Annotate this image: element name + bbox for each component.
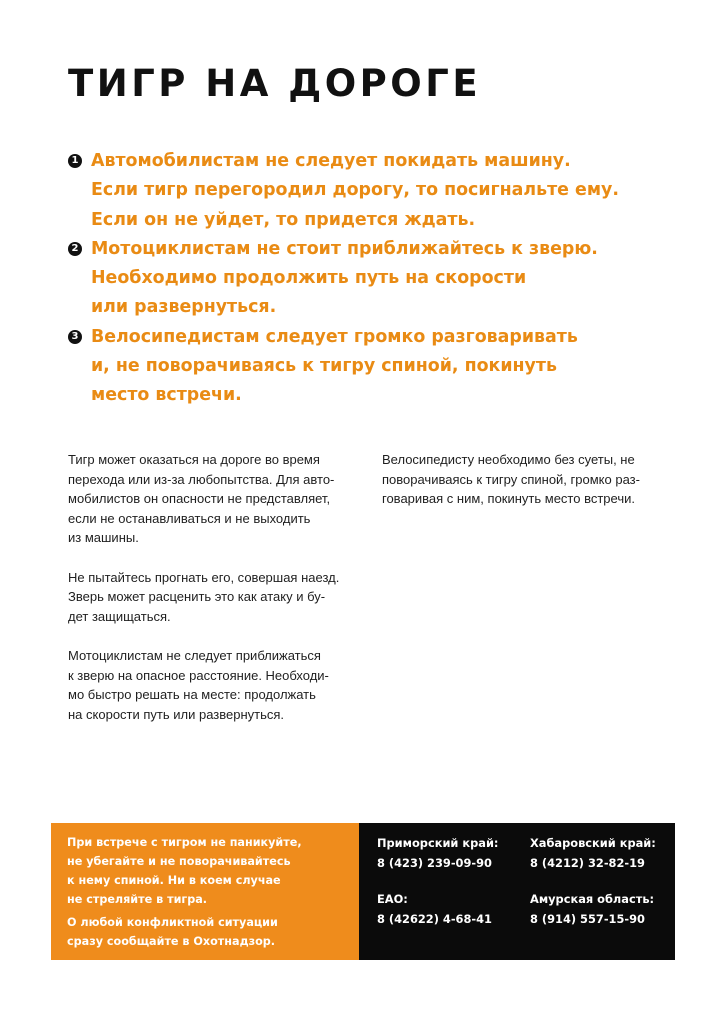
body-paragraph bbox=[382, 450, 682, 509]
contacts-box bbox=[359, 823, 675, 960]
step-text-line: Мотоциклистам не стоит приближайтесь к зверю. bbox=[91, 238, 598, 259]
text-line: Тигр может оказаться на дороге во время bbox=[68, 452, 320, 467]
step-text-line: и, не поворачиваясь к тигру спиной, покинуть bbox=[91, 356, 557, 377]
text-line: Зверь может расценить это как атаку и бу- bbox=[68, 589, 326, 605]
step-number-badge: 2 bbox=[68, 242, 82, 256]
step-item bbox=[68, 323, 688, 411]
step-item bbox=[68, 147, 688, 235]
warning-box bbox=[51, 823, 359, 960]
step-item bbox=[68, 235, 688, 323]
contact-phone: 8 (42622) 4-68-41 bbox=[377, 912, 492, 926]
text-line: мобилистов он опасности не представляет, bbox=[68, 491, 331, 507]
contact-primorsky bbox=[377, 833, 498, 873]
body-paragraph bbox=[68, 450, 368, 548]
contact-eao bbox=[377, 889, 492, 929]
step-number-badge: 1 bbox=[68, 154, 82, 168]
text-line: Мотоциклистам не следует приближаться bbox=[68, 647, 321, 663]
text-line: на скорости путь или развернуться. bbox=[68, 706, 285, 722]
text-line: поворачиваясь к тигру спиной, громко раз- bbox=[382, 471, 640, 487]
body-paragraph bbox=[68, 646, 368, 724]
text-line: мо быстро решать на месте: продолжать bbox=[68, 687, 316, 703]
warning-text-line: При встрече с тигром не паникуйте, bbox=[67, 836, 302, 849]
step-text-line: Если тигр перегородил дорогу, то посигнальте ему. bbox=[91, 180, 619, 201]
steps-list bbox=[68, 147, 688, 411]
warning-text-line: не стреляйте в тигра. bbox=[67, 893, 208, 906]
text-line: Не пытайтесь прогнать его, совершая наезд. bbox=[68, 569, 340, 585]
warning-text-line: к нему спиной. Ни в коем случае bbox=[67, 874, 281, 887]
text-line: говаривая с ним, покинуть место встречи. bbox=[382, 491, 635, 507]
page-title: ТИГР НА ДОРОГЕ bbox=[68, 62, 482, 105]
text-line: дет защищаться. bbox=[68, 608, 171, 624]
text-line: перехода или из-за любопытства. Для авто- bbox=[68, 471, 335, 487]
warning-text-line: О любой конфликтной ситуации bbox=[67, 916, 278, 929]
body-text-left-column bbox=[68, 450, 368, 744]
contact-khabarovsk bbox=[530, 833, 656, 873]
step-text-line: место встречи. bbox=[91, 385, 242, 406]
text-line: из машины. bbox=[68, 530, 139, 546]
contact-phone: 8 (4212) 32-82-19 bbox=[530, 856, 645, 870]
text-line: Велосипедисту необходимо без суеты, не bbox=[382, 452, 635, 467]
text-line: если не останавливаться и не выходить bbox=[68, 510, 311, 526]
contact-region: Хабаровский край: bbox=[530, 836, 656, 850]
step-text-line: или развернуться. bbox=[91, 297, 277, 318]
contact-region: Приморский край: bbox=[377, 836, 499, 850]
contact-region: ЕАО: bbox=[377, 892, 408, 906]
warning-text-line: не убегайте и не поворачивайтесь bbox=[67, 855, 291, 868]
step-number-badge: 3 bbox=[68, 330, 82, 344]
contact-phone: 8 (423) 239-09-90 bbox=[377, 856, 492, 870]
contact-phone: 8 (914) 557-15-90 bbox=[530, 912, 645, 926]
warning-text-line: сразу сообщайте в Охотнадзор. bbox=[67, 935, 276, 948]
contact-amur bbox=[530, 889, 654, 929]
step-text-line: Велосипедистам следует громко разговаривать bbox=[91, 326, 578, 347]
text-line: к зверю на опасное расстояние. Необходи- bbox=[68, 667, 329, 683]
contact-region: Амурская область: bbox=[530, 892, 655, 906]
body-paragraph bbox=[68, 568, 368, 627]
step-text-line: Автомобилистам не следует покидать машину. bbox=[91, 151, 571, 171]
body-text-right-column bbox=[382, 450, 682, 528]
step-text-line: Необходимо продолжить путь на скорости bbox=[91, 268, 527, 289]
step-text-line: Если он не уйдет, то придется ждать. bbox=[91, 209, 476, 230]
